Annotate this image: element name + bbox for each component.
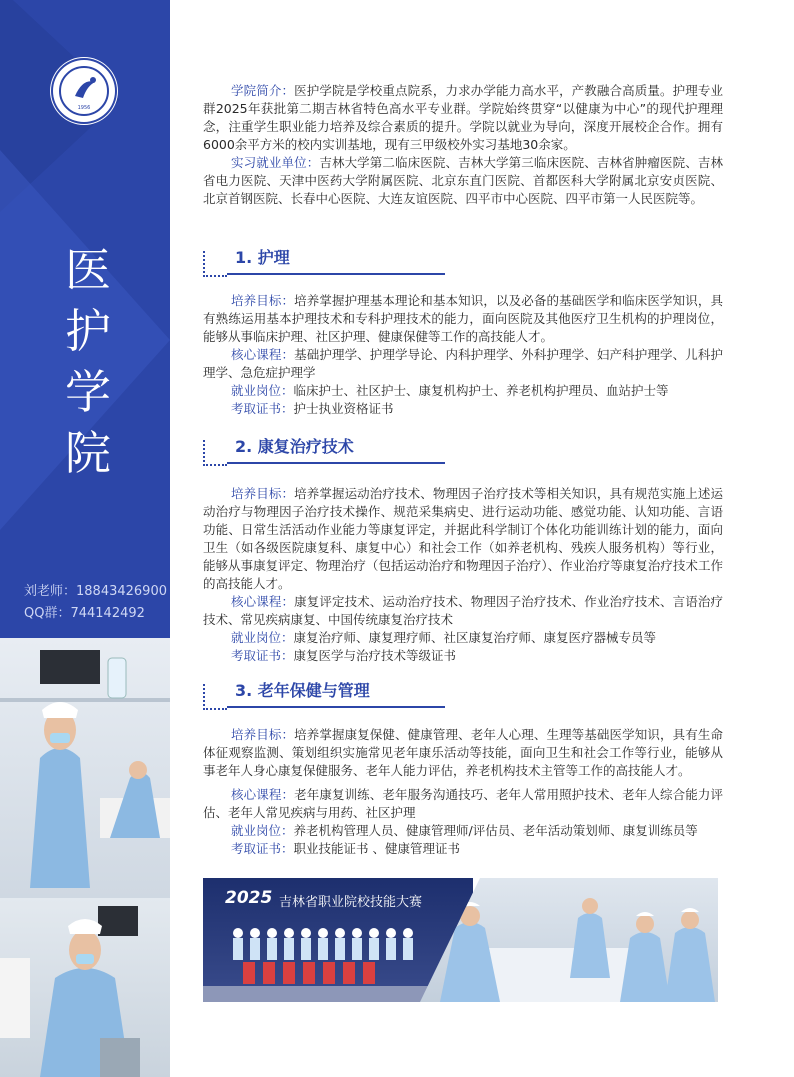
section-heading-nursing	[203, 245, 453, 285]
course-text: 基础护理学、护理学导论、内科护理学、外科护理学、妇产科护理学、儿科护理学、急危症护理学	[203, 347, 723, 380]
major-elderly	[203, 726, 723, 858]
job-label: 就业岗位：	[231, 630, 294, 645]
goal-text: 培养掌握运动治疗技术、物理因子治疗技术等相关知识，具有规范实施上述运动治疗与物理因子治疗技术操作、规范采集病史、进行运动功能、感觉功能、认知功能、言语功能、日常生活活动作业能力等康复评定，并据此科学制订个体化功能训练计划的能力，面向卫生（如各级医院康复科、康复中心）和社会工作（如养老机构、残疾人服务机构）等行业，能够从事康复评定、物理治疗（包括运动治疗和物理因子治疗）、作业治疗等康复治疗技术工作的高技能人才。	[203, 486, 723, 591]
goal-paragraph	[203, 726, 723, 780]
section-title: 2. 康复治疗技术	[235, 437, 354, 456]
course-paragraph	[203, 593, 723, 629]
job-paragraph	[203, 629, 723, 647]
goal-text: 培养掌握护理基本理论和基本知识，以及必备的基础医学和临床医学知识，具有熟练运用基本护理技术和专科护理技术的能力，面向医院及其他医疗卫生机构的护理岗位，能够从事临床护理、社区护理、健康保健等工作的高技能人才。	[203, 293, 723, 344]
intro-label: 学院简介：	[231, 83, 295, 98]
cert-paragraph	[203, 840, 723, 858]
job-text: 临床护士、社区护士、康复机构护士、养老机构护理员、血站护士等	[293, 383, 669, 398]
title-char: 护	[65, 304, 111, 358]
goal-paragraph	[203, 292, 723, 346]
course-paragraph	[203, 786, 723, 822]
internship-label: 实习就业单位：	[231, 155, 320, 170]
intro-text: 医护学院是学校重点院系，力求办学能力高水平，产教融合高质量。护理专业群2025年获批第二期吉林省特色高水平专业群。学院始终贯穿“以健康为中心”的现代护理理念，注重学生职业能力培养及综合素质的提升。学院以就业为导向，深度开展校企合作。拥有6000余平方米的校内实训基地，现有三甲级校外实习基地30余家。	[203, 83, 723, 152]
title-char: 学	[65, 365, 111, 419]
cert-text: 康复医学与治疗技术等级证书	[293, 648, 457, 663]
contact-qq: QQ群：744142492	[24, 606, 145, 621]
contact-teacher: 刘老师：18843426900	[24, 584, 167, 599]
section-title: 3. 老年保健与管理	[235, 681, 370, 700]
cert-text: 职业技能证书 、健康管理证书	[293, 841, 460, 856]
job-label: 就业岗位：	[231, 823, 294, 838]
job-paragraph	[203, 822, 723, 840]
banner-text: 吉林省职业院校技能大赛	[279, 895, 423, 910]
job-text: 养老机构管理人员、健康管理师/评估员、老年活动策划师、康复训练员等	[293, 823, 698, 838]
nursing-practice-photo-1	[0, 638, 170, 898]
goal-paragraph	[203, 485, 723, 593]
cert-label: 考取证书：	[231, 841, 294, 856]
course-text: 康复评定技术、运动治疗技术、物理因子治疗技术、作业治疗技术、言语治疗技术、常见疾病康复、中国传统康复治疗技术	[203, 594, 723, 627]
internship-text: 吉林大学第二临床医院、吉林大学第三临床医院、吉林省肿瘤医院、吉林省电力医院、天津中医药大学附属医院、北京东直门医院、首都医科大学附属北京安贞医院、北京首钢医院、长春中心医院、大连友谊医院、四平市中心医院、四平市第一人民医院等。	[203, 155, 723, 206]
college-title	[62, 240, 114, 484]
internship-paragraph	[203, 154, 723, 208]
course-label: 核心课程：	[231, 787, 295, 802]
intro-section	[203, 82, 723, 208]
cert-label: 考取证书：	[231, 401, 294, 416]
section-title: 1. 护理	[235, 248, 290, 267]
cert-label: 考取证书：	[231, 648, 294, 663]
major-nursing	[203, 292, 723, 418]
cert-paragraph	[203, 400, 723, 418]
cert-paragraph	[203, 647, 723, 665]
course-label: 核心课程：	[231, 594, 295, 609]
goal-label: 培养目标：	[231, 293, 295, 308]
course-text: 老年康复训练、老年服务沟通技巧、老年人常用照护技术、老年人综合能力评估、老年人常见疾病与用药、社区护理	[203, 787, 723, 820]
job-label: 就业岗位：	[231, 383, 294, 398]
logo-year: 1956	[77, 105, 91, 111]
section-heading-rehab	[203, 434, 453, 474]
course-label: 核心课程：	[231, 347, 295, 362]
school-logo	[53, 60, 115, 122]
course-paragraph	[203, 346, 723, 382]
title-char: 院	[65, 426, 111, 480]
nursing-practice-photo-2	[0, 898, 170, 1077]
sidebar	[0, 0, 170, 638]
cert-text: 护士执业资格证书	[293, 401, 394, 416]
banner-year: 2025	[225, 888, 273, 908]
goal-label: 培养目标：	[231, 486, 295, 501]
job-text: 康复治疗师、康复理疗师、社区康复治疗师、康复医疗器械专员等	[293, 630, 657, 645]
title-char: 医	[65, 243, 111, 297]
goal-label: 培养目标：	[231, 727, 295, 742]
major-rehab	[203, 485, 723, 665]
job-paragraph	[203, 382, 723, 400]
section-heading-elderly	[203, 678, 453, 718]
intro-paragraph	[203, 82, 723, 154]
goal-text: 培养掌握康复保健、健康管理、老年人心理、生理等基础医学知识，具有生命体征观察监测、策划组织实施常见老年康乐活动等技能，面向卫生和社会工作等行业，能够从事老年人身心康复保健服务、老年人能力评估，养老机构技术主管等工作的高技能人才。	[203, 727, 723, 778]
